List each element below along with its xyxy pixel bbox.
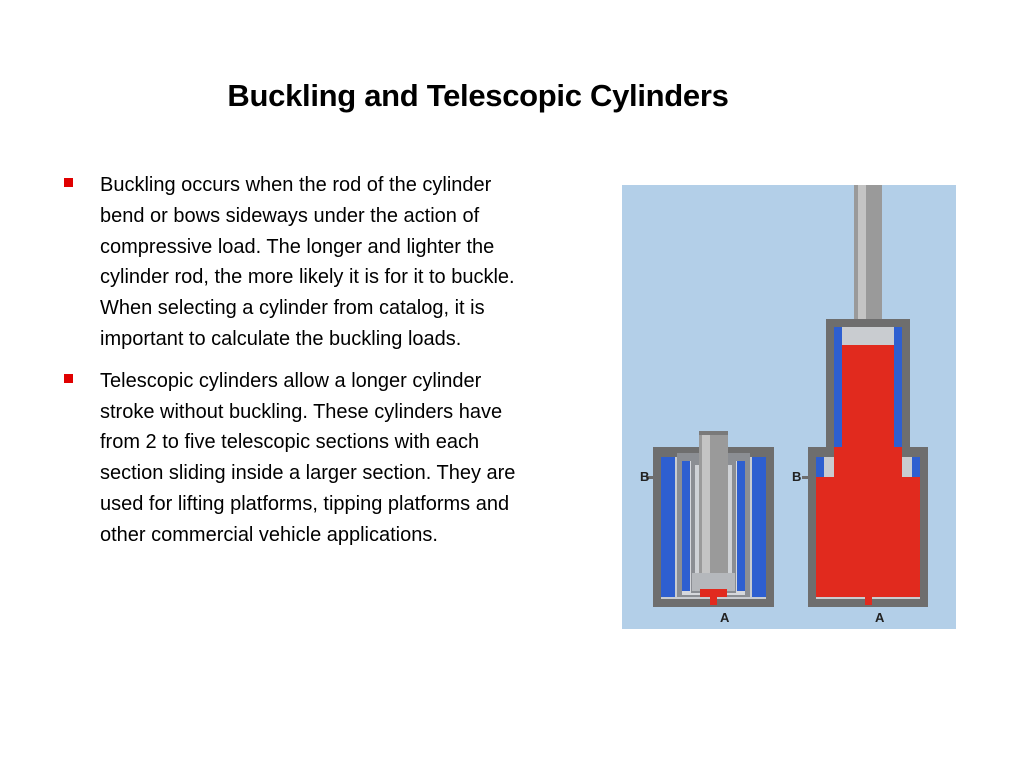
bullet-text: Telescopic cylinders allow a longer cylinder stroke without buckling. These cylinders have from 2 to five telescopic sections with each section sliding inside a larger section. They are used for lifting platforms, tipping platforms and other commercial vehicle applications. — [100, 369, 516, 546]
square-bullet-icon — [64, 374, 73, 383]
bullet-item — [62, 366, 532, 551]
bullet-list — [62, 170, 532, 562]
port-b-label: B — [792, 469, 802, 484]
bullet-text: Buckling occurs when the rod of the cylinder bend or bows sideways under the action of compressive load. The longer and lighter the cylinder rod, the more likely it is for it to buckle. When selecting a cylinder from catalog, it is important to calculate the buckling loads. — [100, 174, 515, 350]
telescopic-cylinder-figure — [622, 185, 956, 629]
bullet-item — [62, 170, 532, 355]
port-b-label: B — [640, 469, 650, 484]
slide-title: Buckling and Telescopic Cylinders — [227, 78, 729, 113]
extended-telescopic-cylinder — [792, 185, 928, 625]
port-a-label: A — [720, 610, 730, 625]
cylinder-diagram — [622, 185, 956, 629]
collapsed-telescopic-cylinder — [640, 431, 774, 625]
port-a-label: A — [875, 610, 885, 625]
square-bullet-icon — [64, 178, 73, 187]
